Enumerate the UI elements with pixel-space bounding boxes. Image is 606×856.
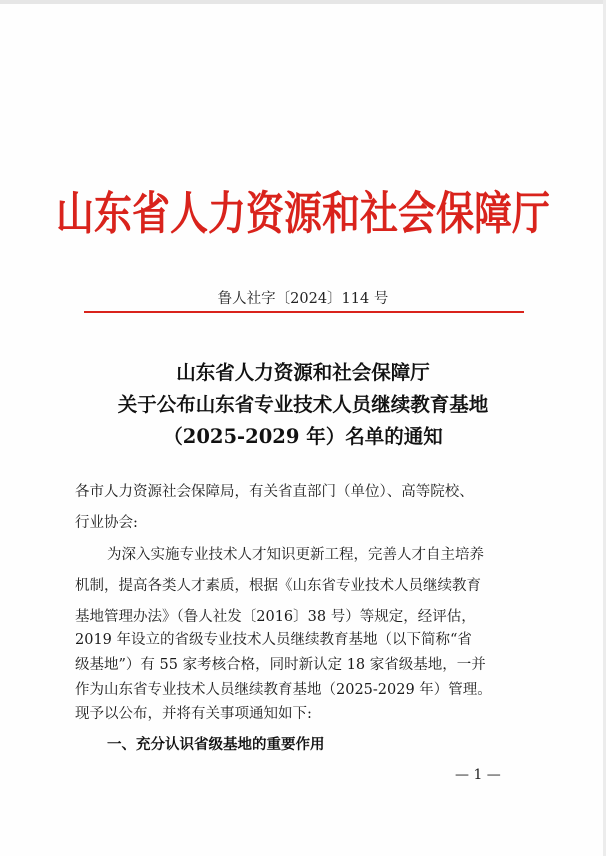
paragraph-line: 作为山东省专业技术人员继续教育基地（2025-2029 年）管理。: [75, 682, 492, 698]
notice-title-line-1: 山东省人力资源和社会保障厅: [176, 361, 430, 384]
document-number: 鲁人社字〔2024〕114 号: [217, 291, 389, 307]
notice-title-line-2: 关于公布山东省专业技术人员继续教育基地: [117, 393, 489, 416]
paragraph-line: 现予以公布，并将有关事项通知如下:: [75, 706, 312, 722]
paragraph-line: 基地管理办法》（鲁人社发〔2016〕38 号）等规定，经评估，: [75, 609, 476, 625]
agency-masthead: 山东省人力资源和社会保障厅: [55, 185, 550, 240]
salutation-line-2: 行业协会:: [75, 515, 138, 531]
scan-edge-top: [0, 0, 606, 4]
paragraph-line: 2019 年设立的省级专业技术人员继续教育基地（以下简称“省: [75, 632, 472, 648]
paragraph-line: 机制，提高各类人才素质，根据《山东省专业技术人员继续教育: [75, 578, 481, 594]
paragraph-line: 为深入实施专业技术人才知识更新工程，完善人才自主培养: [107, 547, 484, 563]
page-number: — 1 —: [455, 767, 501, 783]
notice-title-line-3: （2025-2029 年）名单的通知: [163, 425, 443, 448]
salutation-line-1: 各市人力资源社会保障局，有关省直部门（单位）、高等院校、: [75, 484, 474, 500]
red-divider-line: [84, 311, 524, 313]
section-heading-1: 一、充分认识省级基地的重要作用: [107, 737, 325, 753]
paragraph-line: 级基地”）有 55 家考核合格，同时新认定 18 家省级基地，一并: [75, 657, 486, 673]
